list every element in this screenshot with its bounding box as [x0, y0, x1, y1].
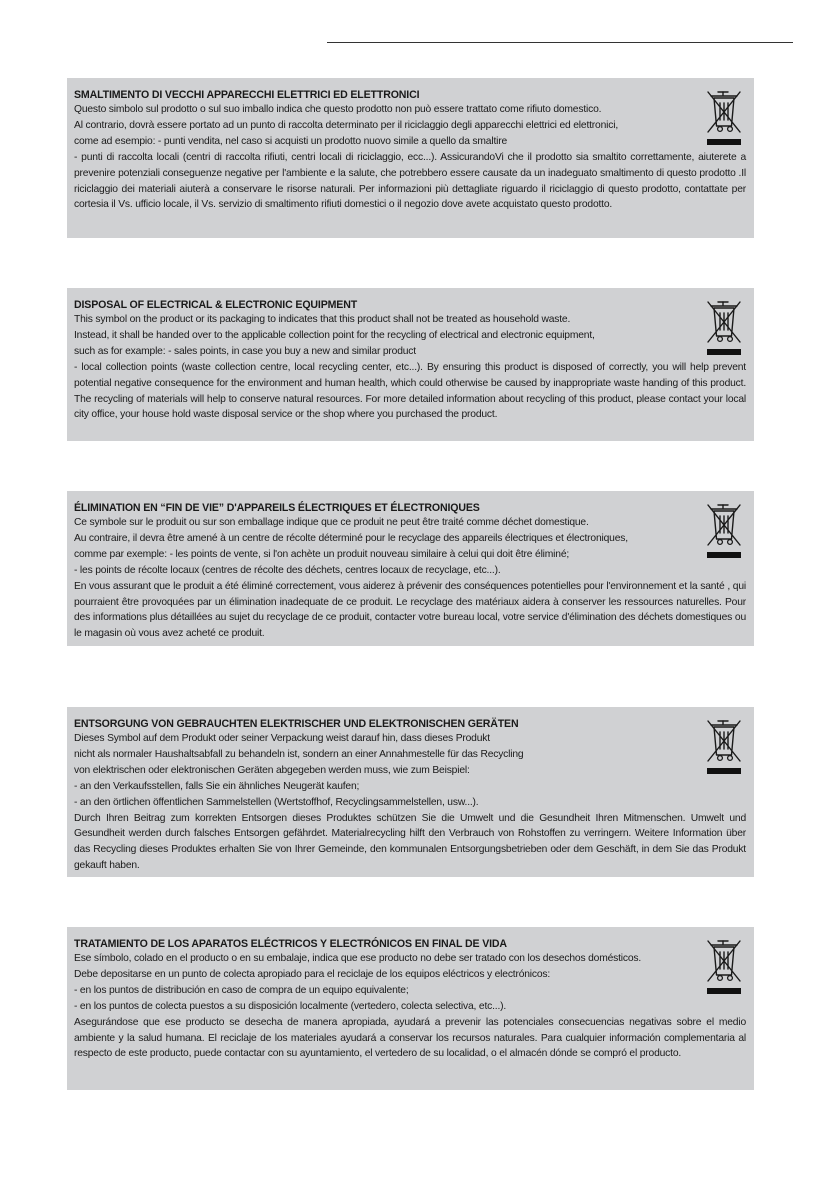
section-spanish: [67, 927, 754, 1090]
header-rule: [327, 42, 793, 43]
section-body: - local collection points (waste collection centre, local recycling center, etc...). By ensuring this product is disposed of correctly, you will help prevent potential negative consequence for the environment and human health, which could otherwise be caused by inappropriate waste handing of this product. The recycling of materials will help to conserve natural resources. For more detailed information about recycling of this product, please contact your local city office, your house hold waste disposal service or the shop where you purchased the product.: [74, 361, 746, 421]
section-body: - punti di raccolta locali (centri di raccolta rifiuti, centri locali di riciclaggio, ecc...). AssicurandoVi che il prodotto sia smaltito correttamente, aiuterete a prevenire potenziali conseguenze negative per l'ambiente e la salute, che potrebbero essere causate da un inadeguato smaltimento di questo prodotto .Il riciclaggio dei materiali aiuterà a conservare le risorse naturali. Per informazioni più dettagliate riguardo il riciclaggio di questo prodotto, contattate per cortesia il Vs. ufficio locale, il Vs. servizio di smaltimento rifiuti domestici o il negozio dove avete acquistato questo prodotto.: [74, 151, 746, 211]
section-line: Debe depositarse en un punto de colecta apropiado para el reciclaje de los equipos eléctricos y electrónicos:: [74, 968, 551, 980]
section-title: TRATAMIENTO DE LOS APARATOS ELÉCTRICOS Y ELECTRÓNICOS EN FINAL DE VIDA: [74, 938, 507, 950]
section-english: [67, 288, 754, 441]
section-line: Ese símbolo, colado en el producto o en su embalaje, indica que ese producto no debe ser tratado con los desechos domésticos.: [74, 953, 642, 964]
weee-crossed-bin-icon: [704, 717, 744, 777]
section-title: ENTSORGUNG VON GEBRAUCHTEN ELEKTRISCHER UND ELEKTRONISCHEN GERÄTEN: [74, 718, 519, 730]
section-line: Al contrario, dovrà essere portato ad un punto di raccolta determinato per il riciclaggio degli apparecchi elettrici ed elettronici,: [74, 119, 619, 131]
section-line: Dieses Symbol auf dem Produkt oder seiner Verpackung weist darauf hin, dass dieses Produkt: [74, 733, 490, 744]
section-body: Asegurándose que ese producto se desecha de manera apropiada, ayudará a prevenir las potenciales consecuencias negativas sobre el medio ambiente y la salud humana. El reciclaje de los materiales ayudará a conservar los recursos naturales. Para cualquier información complementaria al respecto de este producto, puede contactar con su ayuntamiento, el vertedero de su localidad, o el almacén dónde se compró el producto.: [74, 1016, 746, 1060]
section-line: - en los puntos de distribución en caso de compra de un equipo equivalente;: [74, 984, 409, 996]
section-title: SMALTIMENTO DI VECCHI APPARECCHI ELETTRICI ED ELETTRONICI: [74, 89, 420, 101]
section-line: come ad esempio: - punti vendita, nel caso si acquisti un prodotto nuovo simile a quello da smaltire: [74, 135, 508, 147]
weee-crossed-bin-icon: [704, 501, 744, 561]
weee-crossed-bin-icon: [704, 298, 744, 358]
section-line: such as for example: - sales points, in case you buy a new and similar product: [74, 345, 416, 357]
section-line: comme par exemple: - les points de vente, si l'on achète un produit nouveau similaire à celui qui doit être éliminé;: [74, 548, 570, 560]
section-body: En vous assurant que le produit a été éliminé correctement, vous aiderez à prévenir des conséquences potentielles pour l'environnement et la santé , qui pourraient être provoquées par un élimination inadequate de ce produit. Le recyclage des matériaux aidera à conserver les ressources naturelles. Pour des informations plus détaillées au sujet du recyclage de ce produit, contacter votre bureau local, votre service d'élimination des déchets domestiques ou le magasin où vous avez acheté ce produit.: [74, 580, 746, 640]
section-line: nicht als normaler Haushaltsabfall zu behandeln ist, sondern an einer Annahmestelle für das Recycling: [74, 748, 524, 760]
section-line: Instead, it shall be handed over to the applicable collection point for the recycling of electrical and electronic equipment,: [74, 329, 595, 341]
section-french: [67, 491, 754, 646]
section-italian: [67, 78, 754, 238]
section-line: Au contraire, il devra être amené à un centre de récolte déterminé pour le recyclage des appareils électriques et électroniques,: [74, 532, 628, 544]
section-body: Durch Ihren Beitrag zum korrekten Entsorgen dieses Produktes schützen Sie die Umwelt und die Gesundheit Ihren Mitmenschen. Umwelt und Gesundheit werden durch falsches Entsorgen gefährdet. Materialrecycling hilft den Verbrauch von Rohstoffen zu verringern. Weitere Information über das Recycling dieses Produktes erhalten Sie von Ihrer Gemeinde, den kommunalen Entsorgungsbetrieben oder dem Geschäft, in dem Sie das Produkt gekauft haben.: [74, 812, 746, 872]
section-line: - an den Verkaufsstellen, falls Sie ein ähnliches Neugerät kaufen;: [74, 780, 360, 792]
section-title: ÉLIMINATION EN “FIN DE VIE” D'APPAREILS ÉLECTRIQUES ET ÉLECTRONIQUES: [74, 502, 480, 514]
section-line: Ce symbole sur le produit ou sur son emballage indique que ce produit ne peut être traité comme déchet domestique.: [74, 517, 589, 528]
section-line: - en los puntos de colecta puestos a su disposición localmente (vertedero, colecta selectiva, etc...).: [74, 1000, 507, 1012]
section-line: - an den örtlichen öffentlichen Sammelstellen (Wertstoffhof, Recyclingsammelstellen, usw...).: [74, 796, 479, 808]
section-line: This symbol on the product or its packaging to indicates that this product shall not be treated as household waste.: [74, 314, 571, 325]
section-title: DISPOSAL OF ELECTRICAL & ELECTRONIC EQUIPMENT: [74, 299, 358, 311]
section-line: von elektrischen oder elektronischen Geräten abgegeben werden muss, wie zum Beispiel:: [74, 764, 470, 776]
section-line: Questo simbolo sul prodotto o sul suo imballo indica che questo prodotto non può essere trattato come rifiuto domestico.: [74, 104, 602, 115]
weee-crossed-bin-icon: [704, 937, 744, 997]
section-german: [67, 707, 754, 877]
weee-crossed-bin-icon: [704, 88, 744, 148]
section-line: - les points de récolte locaux (centres de récolte des déchets, centres locaux de recyclage, etc...).: [74, 564, 501, 576]
